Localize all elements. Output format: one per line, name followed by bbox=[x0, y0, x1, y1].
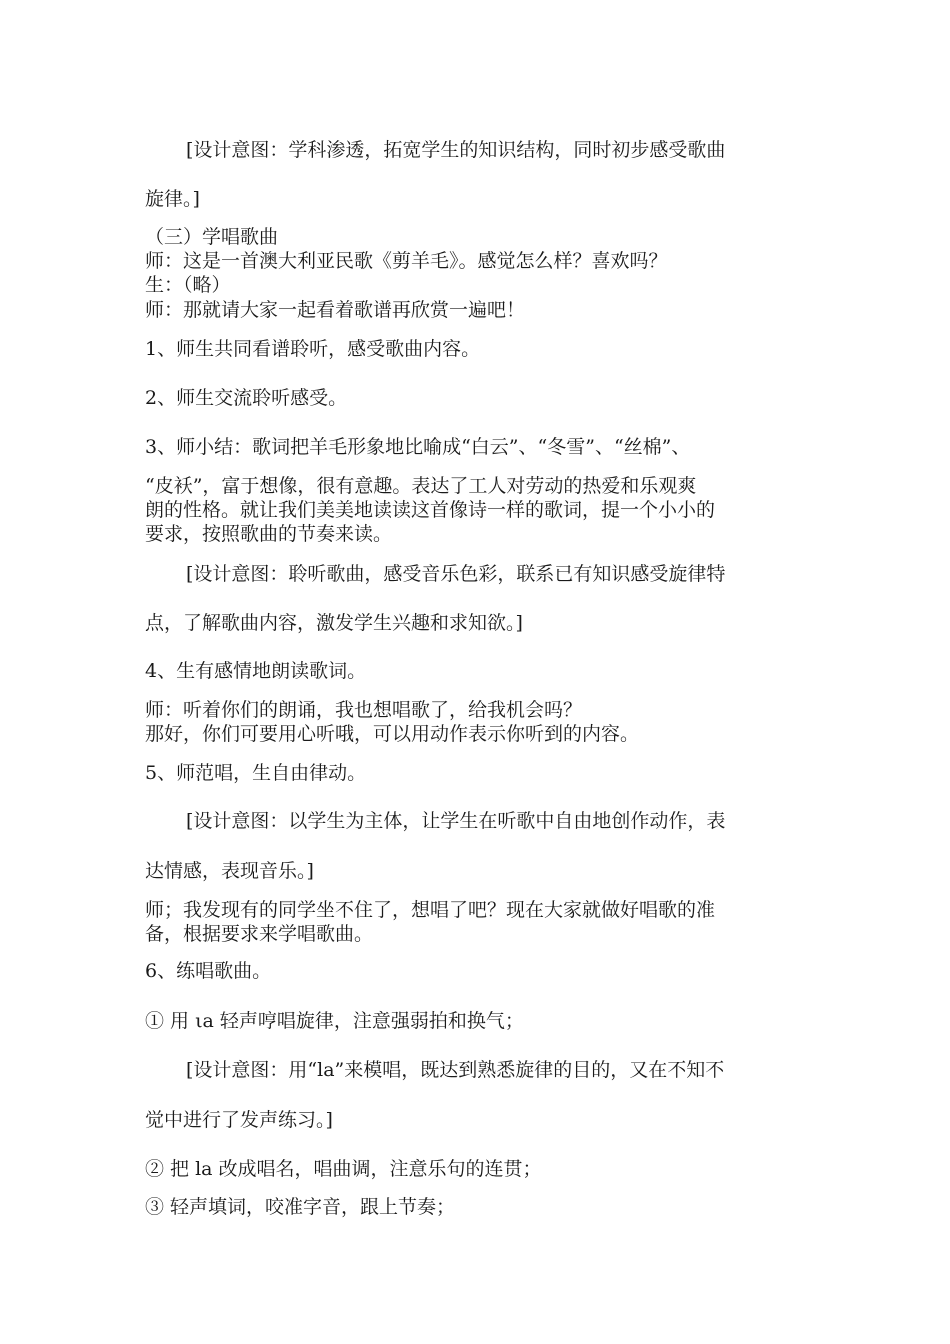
teacher-line: 师；我发现有的同学坐不住了，想唱了吧？现在大家就做好唱歌的准 bbox=[145, 899, 716, 921]
practice-item-2: ② 把 la 改成唱名，唱曲调，注意乐句的连贯； bbox=[145, 1158, 542, 1180]
design-intent-3-line-1: [设计意图：以学生为主体，让学生在听歌中自由地创作动作，表 bbox=[186, 810, 726, 832]
practice-item-1: ① 用 ιa 轻声哼唱旋律，注意强弱拍和换气； bbox=[145, 1010, 524, 1032]
student-line: 生：（略） bbox=[145, 274, 231, 296]
teacher-line: 师：那就请大家一起看着歌谱再欣赏一遍吧！ bbox=[145, 299, 526, 321]
design-intent-1-line-1: [设计意图：学科渗透，拓宽学生的知识结构，同时初步感受歌曲 bbox=[186, 139, 726, 161]
design-intent-3-line-2: 达情感，表现音乐。] bbox=[145, 860, 314, 882]
design-intent-2-line-1: [设计意图：聆听歌曲，感受音乐色彩，联系已有知识感受旋律特 bbox=[186, 563, 726, 585]
step-3-line-4: 要求，按照歌曲的节奏来读。 bbox=[145, 523, 393, 545]
step-5: 5、师范唱，生自由律动。 bbox=[145, 762, 367, 784]
step-1: 1、师生共同看谱聆听，感受歌曲内容。 bbox=[145, 338, 481, 360]
design-intent-4-line-1: [设计意图：用“la”来模唱，既达到熟悉旋律的目的，又在不知不 bbox=[186, 1059, 725, 1081]
teacher-line: 师：听着你们的朗诵，我也想唱歌了，给我机会吗？ bbox=[145, 699, 583, 721]
design-intent-1-line-2: 旋律。] bbox=[145, 188, 200, 210]
step-2: 2、师生交流聆听感受。 bbox=[145, 387, 348, 409]
step-3-line-2: “皮袄”，富于想像，很有意趣。表达了工人对劳动的热爱和乐观爽 bbox=[145, 475, 697, 497]
teacher-line: 师：这是一首澳大利亚民歌《剪羊毛》。感觉怎么样？喜欢吗？ bbox=[145, 250, 668, 272]
practice-item-3: ③ 轻声填词，咬准字音，跟上节奏； bbox=[145, 1196, 456, 1218]
teacher-line: 备，根据要求来学唱歌曲。 bbox=[145, 923, 374, 945]
step-3-line-3: 朗的性格。就让我们美美地读读这首像诗一样的歌词，提一个小小的 bbox=[145, 499, 716, 521]
step-3-line-1: 3、师小结：歌词把羊毛形象地比喻成“白云”、“冬雪”、“丝棉”、 bbox=[145, 436, 691, 458]
step-4: 4、生有感情地朗读歌词。 bbox=[145, 660, 367, 682]
step-6: 6、练唱歌曲。 bbox=[145, 960, 272, 982]
section-heading: （三）学唱歌曲 bbox=[145, 226, 279, 248]
teacher-line: 那好，你们可要用心听哦，可以用动作表示你听到的内容。 bbox=[145, 723, 640, 745]
design-intent-4-line-2: 觉中进行了发声练习。] bbox=[145, 1109, 333, 1131]
design-intent-2-line-2: 点，了解歌曲内容，激发学生兴趣和求知欲。] bbox=[145, 612, 523, 634]
